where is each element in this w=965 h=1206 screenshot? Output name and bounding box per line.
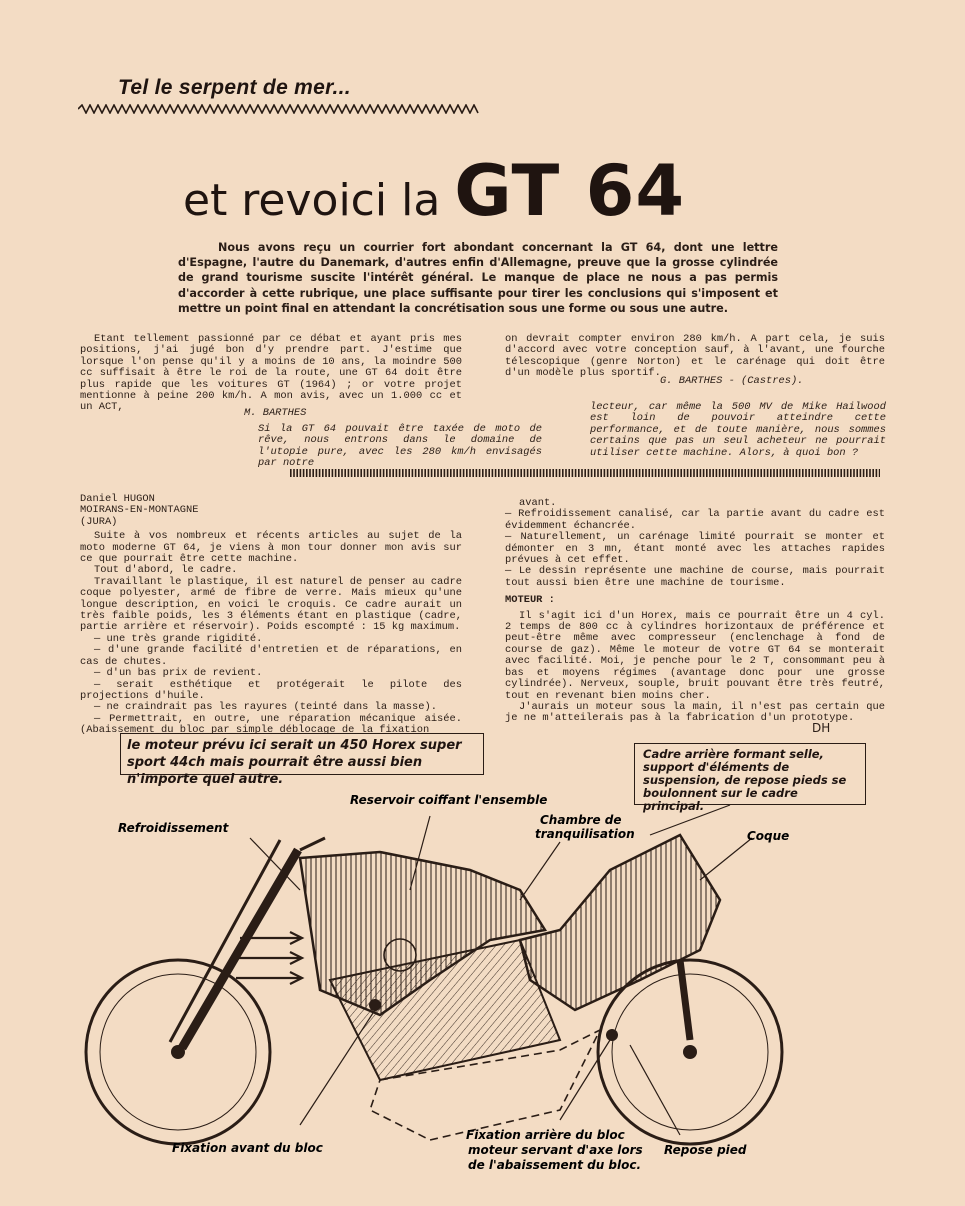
letter2-paragraph: J'aurais un moteur sous la main, il n'est pas certain que je ne m'atteilerais pas à la fabrication d'un prototype. (505, 700, 885, 725)
intro-paragraph: Nous avons reçu un courrier fort abondant concernant la GT 64, dont une lettre d'Espagne, l'autre du Danemark, d'autres enfin d'Allemagne, preuve que la grosse cylindrée de grand tourisme suscite l'intérêt général. Le manque de place ne nous a pas permis d'accorder à cette rubrique, une place suffisante pour tirer les conclusions qui s'imposent et mettre un point final en attendant la concrétisation sous une forme ou sous une autre. (178, 241, 778, 315)
frame-note-box: Cadre arrière formant selle, support d'éléments de suspension, de repose pieds se boulonnent sur le cadre principal. (634, 743, 866, 805)
label-rear-mount-3: de l'abaissement du bloc. (468, 1158, 642, 1172)
section-divider (290, 468, 880, 478)
label-rear-mount-1: Fixation arrière du bloc (466, 1128, 625, 1142)
letter2-list-item: — Permettrait, en outre, une réparation mécanique aisée. (Abaissement du bloc par simple déblocage de la fixation (80, 712, 462, 737)
letter2-paragraph: Suite à vos nombreux et récents articles au sujet de la moto moderne GT 64, je viens à mon tour donner mon avis sur ce que pourrait être cette machine. (80, 530, 462, 566)
letter2-list-item: — Naturellement, un carénage limité pourrait se monter et démonter en 3 mn, étant monté avec les attaches rapides prévues à cet effet. (505, 531, 885, 567)
author-initials: DH (812, 721, 831, 735)
label-cooling: Refroidissement (118, 821, 229, 835)
letter2-paragraph: avant. (519, 497, 557, 509)
letter2-list-item: — ne craindrait pas les rayures (teinté dans la masse). (94, 701, 437, 714)
headline-lead: et revoici la (183, 175, 455, 226)
letter1-signature: G. BARTHES - (Castres). (660, 375, 804, 387)
rear-shell (520, 835, 720, 1010)
letter2-list-item: — Refroidissement canalisé, car la partie avant du cadre est évidemment échancrée. (505, 508, 885, 532)
letter2-column1 (80, 494, 462, 737)
letter2-author: Daniel HUGON (80, 493, 155, 505)
letter2-paragraph: Tout d'abord, le cadre. (94, 564, 238, 577)
reply-column1: Si la GT 64 pouvait être taxée de moto de rêve, nous entrons dans le domaine de l'utopie pure, avec les 280 km/h envisagés par notre (258, 423, 542, 470)
reply-recipient: M. BARTHES (244, 407, 307, 419)
motorcycle-diagram (0, 780, 965, 1180)
letter2-list-item: — d'un bas prix de revient. (94, 667, 263, 680)
letter2-column2 (505, 498, 885, 725)
letter1-column2: on devrait compter environ 280 km/h. A part cela, je suis d'accord avec votre conception sauf, à l'avant, une fourche télescopique (genre Norton) et le carénage qui doit être d'un modèle plus sportif. (505, 333, 885, 380)
label-front-mount: Fixation avant du bloc (172, 1141, 323, 1155)
label-chamber-1: Chambre de (540, 813, 622, 827)
letter2-list-item: — d'une grande facilité d'entretien et de réparations, en cas de chutes. (80, 644, 462, 668)
letter2-region: (JURA) (80, 515, 118, 528)
letter2-subheading: MOTEUR : (505, 594, 555, 607)
letter1-column1: Etant tellement passionné par ce débat et ayant pris mes positions, j'ai jugé bon d'y prendre part. J'estime que lorsque l'on pense qu'il y a moins de 10 ans, la moindre 500 cc suffisait à être le roi de la route, une GT 64 doit être plus rapide que les voitures GT (1964) ; or votre projet mentionne à peine 200 km/h. A mon avis, avec un 1.000 cc et un ACT, (80, 333, 462, 414)
rear-shock (680, 960, 690, 1040)
label-chamber-2: tranquilisation (535, 827, 635, 841)
label-footrest: Repose pied (664, 1143, 747, 1157)
label-rear-mount-2: moteur servant d'axe lors (468, 1143, 643, 1157)
engine-note-box: le moteur prévu ici serait un 450 Horex super sport 44ch mais pourrait être aussi bien n'importe quel autre. (120, 733, 484, 775)
label-tank: Reservoir coiffant l'ensemble (350, 793, 548, 807)
headline (183, 150, 685, 232)
letter2-list-item: — Le dessin représente une machine de course, mais pourrait tout aussi bien être une machine de tourisme. (505, 565, 885, 589)
zigzag-rule (78, 104, 480, 114)
front-wheel (86, 960, 270, 1144)
kicker-title: Tel le serpent de mer... (118, 76, 351, 99)
label-shell: Coque (747, 829, 790, 843)
letter2-paragraph: Travaillant le plastique, il est naturel de penser au cadre coque polyester, armé de fibre de verre. Mais mieux qu'une longue description, en voici le croquis. Ce cadre aurait un très faible poids, les 3 éléments étant en plastique (cadre, partie arrière et réservoir). Poids escompté : 15 kg maximum. (80, 575, 462, 634)
letter2-paragraph: Il s'agit ici d'un Horex, mais ce pourrait être un 4 cyl. 2 temps de 800 cc à cylindres horizontaux de préférence et peut-être même avec compresseur (enclenchage à fond de course de gaz). Même le moteur de votre GT 64 se monterait avec facilité. Moi, je penche pour le 2 T, consommant peu à bas et moyens régimes (avantage donc pour une grosse cylindrée). Nerveux, souple, bruit pouvant être très feutré, tout en revenant bien moins cher. (505, 609, 885, 702)
headline-model: GT 64 (454, 150, 686, 232)
letter2-list-item: — serait esthétique et protégerait le pilote des projections d'huile. (80, 678, 462, 702)
letter2-list-item: — une très grande rigidité. (94, 632, 263, 645)
reply-column2: lecteur, car même la 500 MV de Mike Hailwood est loin de pouvoir atteindre cette performance, et de toute manière, nous sommes certains que pas un seul acheteur ne pourrait utiliser cette machine. Alors, à quoi bon ? (590, 401, 886, 459)
letter2-town: MOIRANS-EN-MONTAGNE (80, 504, 199, 517)
